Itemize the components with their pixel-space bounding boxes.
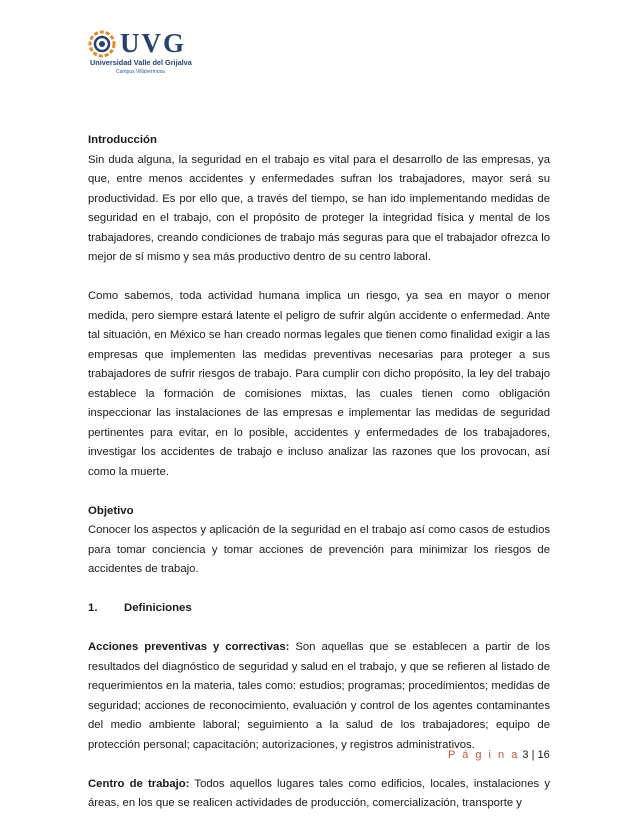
definition-term: Centro de trabajo:: [88, 777, 190, 790]
intro-heading: Introducción: [88, 134, 157, 146]
definition-text: Todos aquellos lugares tales como edificios, locales, instalaciones y áreas, en los que se realicen actividades de producción, comercialización, transporte y: [88, 777, 550, 809]
logo-emblem-icon: [88, 30, 116, 58]
definition-term: Acciones preventivas y correctivas:: [88, 641, 290, 653]
logo-campus-name: Campus Villahermosa: [116, 69, 165, 75]
logo-university-name: Universidad Valle del Grijalva: [90, 58, 192, 67]
document-body: [88, 131, 550, 814]
objective-paragraph: Conocer los aspectos y aplicación de la seguridad en el trabajo así como casos de estudios para tomar conciencia y tomar acciones de prevención para minimizar los riesgos de accidentes de trabajo.: [88, 524, 550, 575]
page-separator: |: [531, 749, 535, 761]
page-number: 3: [522, 749, 529, 761]
objective-heading: Objetivo: [88, 504, 134, 517]
definition-acciones: [88, 638, 550, 755]
intro-paragraph-2: Como sabemos, toda actividad humana implica un riesgo, ya sea en mayor o menor medida, pero siempre estará latente el peligro de sufrir algún accidente o enfermedad. Ante tal situación, en México se han creado normas legales que tienen como finalidad exigir a las empresas que implementen las medidas preventivas necesarias para proteger a sus trabajadores de sufrir riesgos de trabajo. Para cumplir con dicho propósito, la ley del trabajo establece la formación de comisiones mixtas, las cuales tienen como obligación inspeccionar las instalaciones de las empresas e implementar las medidas de seguridad pertinentes para evitar, en lo posible, accidentes y enfermedades de los trabajadores, investigar los accidentes de trabajo e incluso analizar las razones que los provocan, así como la muerte.: [88, 290, 550, 478]
definition-text: Son aquellas que se establecen a partir de los resultados del diagnóstico de seguridad y salud en el trabajo, y que se refieren al listado de requerimientos en la materia, tales como: estudios; programas; procedimientos; medidas de seguridad; acciones de reconocimiento, evaluación y control de los agentes contaminantes del medio ambiente laboral; seguimiento a la salud de los trabajadores; equipo de protección personal; capacitación; autorizaciones, y registros administrativos.: [88, 641, 550, 751]
page-footer: [448, 749, 550, 761]
intro-paragraph-1: Sin duda alguna, la seguridad en el trabajo es vital para el desarrollo de las empresas, ya que, entre menos accidentes y enfermedades sufran los trabajadores, mayor será su productividad. Es por ello que, a través del tiempo, se han ido implementando medidas de seguridad en el trabajo, con el propósito de proteger la integridad física y mental de los trabajadores, creando condiciones de trabajo más seguras para que el trabajador ofrezca lo mejor de sí mismo y sea más productivo dentro de su centro laboral.: [88, 153, 550, 263]
definitions-heading: [88, 599, 550, 619]
page-label: P á g i n a: [448, 749, 520, 761]
definition-centro: [88, 775, 550, 814]
university-logo: [88, 28, 208, 84]
total-pages: 16: [537, 749, 550, 761]
logo-wordmark: UVG: [120, 28, 186, 58]
definitions-number: 1.: [88, 602, 98, 614]
definitions-title: Definiciones: [124, 602, 192, 614]
